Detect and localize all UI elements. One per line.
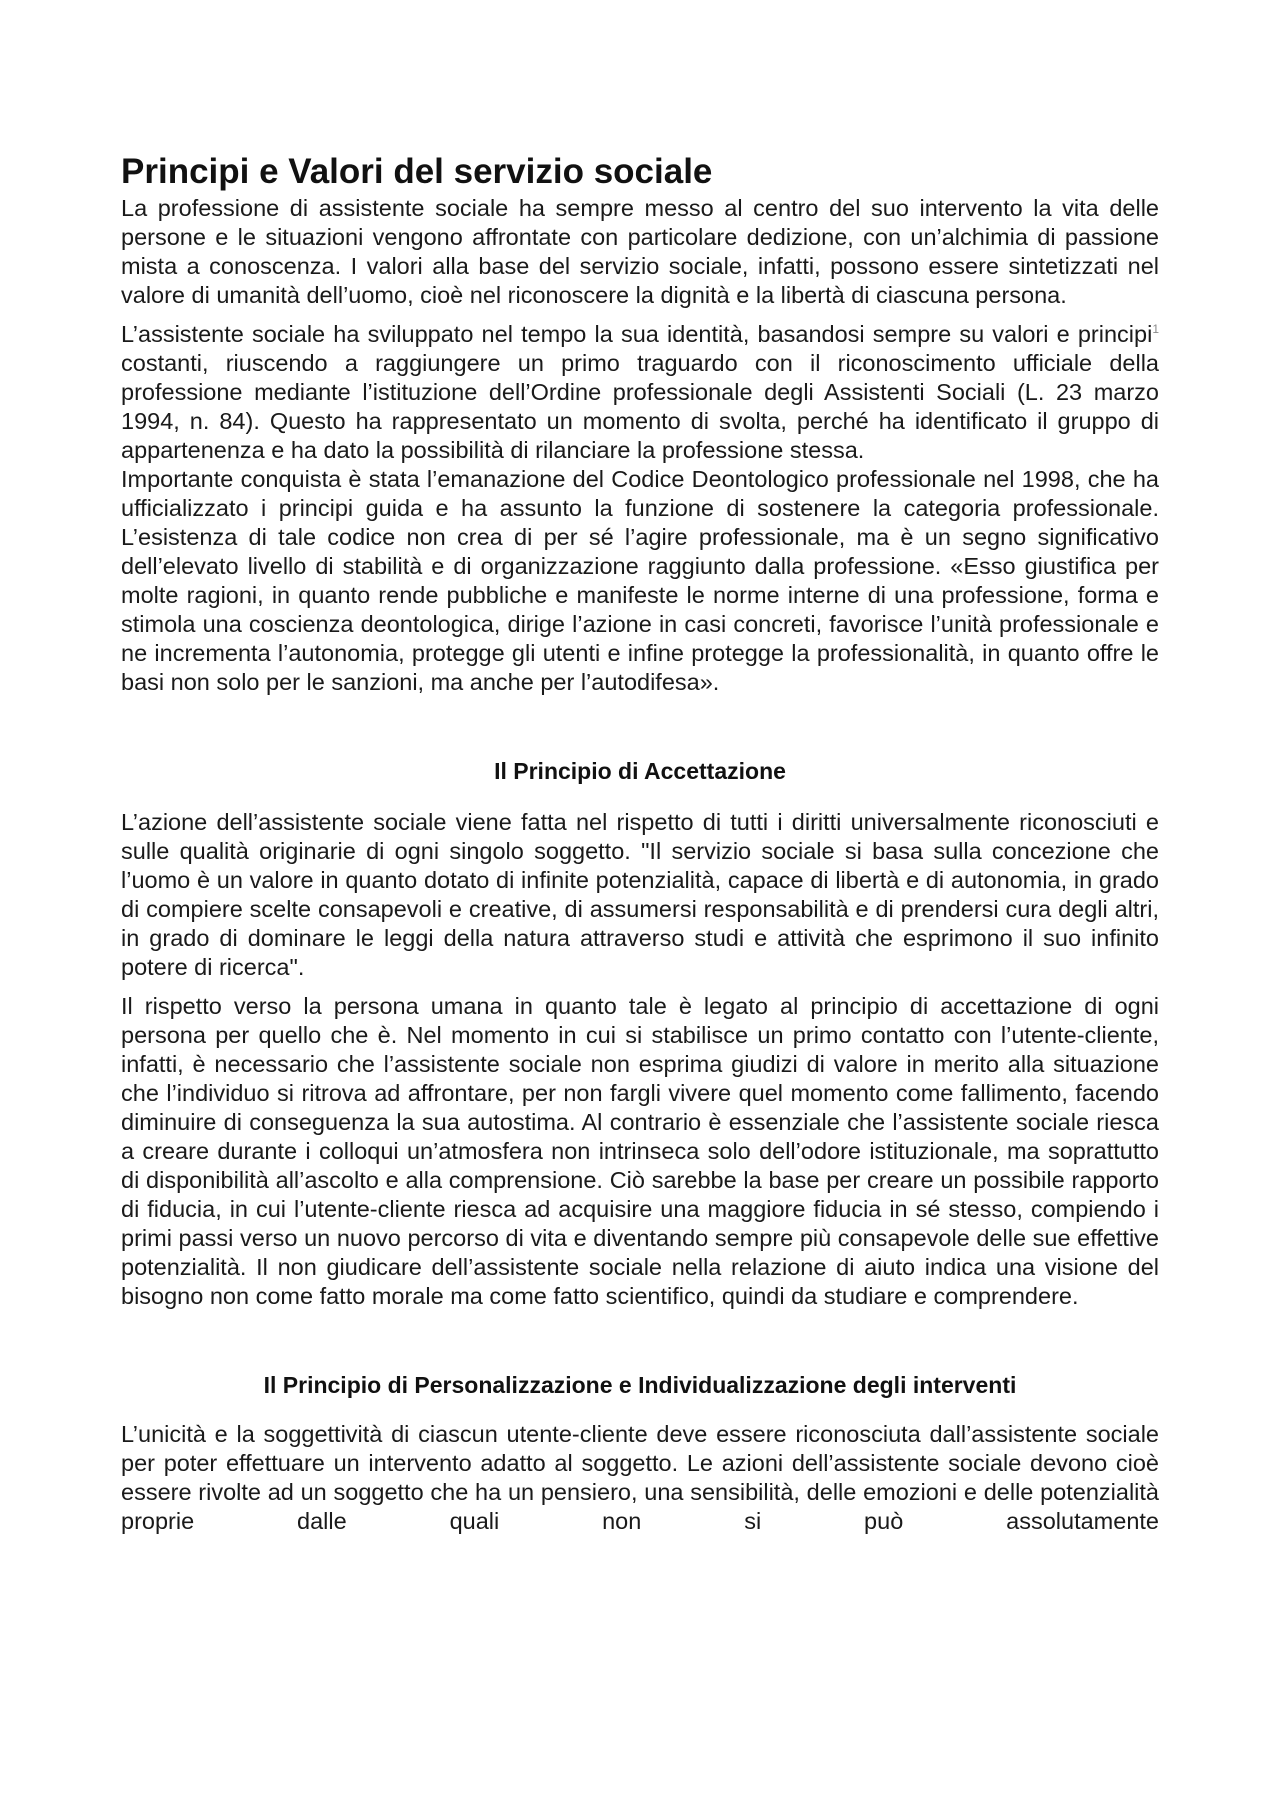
document-title: Principi e Valori del servizio sociale (121, 152, 713, 191)
acceptance-paragraph: L’azione dell’assistente sociale viene fatta nel rispetto di tutti i diritti universalmente riconosciuti e sulle qualità originarie di ogni singolo soggetto. "Il servizio sociale si basa sulla concezione che l’uomo è un valore in quanto dotato di infinite potenzialità, capace di libertà e di autonomia, in grado di compiere scelte consapevoli e creative, di assumersi responsabilità e di prendersi cura degli altri, in grado di dominare le leggi della natura attraverso studi e attività che esprimono il suo infinito potere di ricerca". (121, 809, 1159, 980)
code-paragraph: Importante conquista è stata l’emanazione del Codice Deontologico professionale nel 1998, che ha ufficializzato i principi guida e ha assunto la funzione di sostenere la categoria professionale. L’esistenza di tale codice non crea di per sé l’agire professionale, ma è un segno significativo dell’elevato livello di stabilità e di organizzazione raggiunto dalla professione. «Esso giustifica per molte ragioni, in quanto rende pubbliche e manifeste le norme interne di una professione, forma e stimola una coscienza deontologica, dirige l’azione in casi concreti, favorisce l’unità professionale e ne incrementa l’autonomia, protegge gli utenti e infine protegge la professionalità, in quanto offre le basi non solo per le sanzioni, ma anche per l’autodifesa». (121, 466, 1159, 695)
identity-paragraph (121, 320, 1159, 465)
acceptance-paragraph: Il rispetto verso la persona umana in quanto tale è legato al principio di accettazione di ogni persona per quello che è. Nel momento in cui si stabilisce un primo contatto con l’utente-cliente, infatti, è necessario che l’assistente sociale non esprima giudizi di valore in merito alla situazione che l’individuo si ritrova ad affrontare, per non fargli vivere quel momento come fallimento, facendo diminuire di conseguenza la sua autostima. Al contrario è essenziale che l’assistente sociale riesca a creare durante i colloqui un’atmosfera non intrinseca solo dell’odore istituzionale, ma soprattutto di disponibilità all’ascolto e alla comprensione. Ciò sarebbe la base per creare un possibile rapporto di fiducia, in cui l’utente-cliente riesca ad acquisire una maggiore fiducia in sé stesso, compiendo i primi passi verso un nuovo percorso di vita e diventando sempre più consapevole delle sue effettive potenzialità. Il non giudicare dell’assistente sociale nella relazione di aiuto indica una visione del bisogno non come fatto morale ma come fatto scientifico, quindi da studiare e comprendere. (121, 993, 1159, 1309)
heading-acceptance-principle: Il Principio di Accettazione (494, 758, 786, 784)
document-page (121, 150, 1159, 1536)
identity-paragraph-end: costanti, riuscendo a raggiungere un primo traguardo con il riconoscimento ufficiale della professione mediante l’istituzione dell’Ordine professionale degli Assistenti Sociali (L. 23 marzo 1994, n. 84). Questo ha rappresentato un momento di svolta, perché ha identificato il gruppo di appartenenza e ha dato la possibilità di rilanciare la professione stessa. (121, 350, 1159, 463)
identity-paragraph-start: L’assistente sociale ha sviluppato nel tempo la sua identità, basandosi sempre su valori e principi (121, 321, 1153, 347)
intro-paragraph: La professione di assistente sociale ha sempre messo al centro del suo intervento la vita delle persone e le situazioni vengono affrontate con particolare dedizione, con un’alchimia di passione mista a conoscenza. I valori alla base del servizio sociale, infatti, possono essere sintetizzati nel valore di umanità dell’uomo, cioè nel riconoscere la dignità e la libertà di ciascuna persona. (121, 195, 1159, 308)
footnote-reference[interactable]: 1 (1152, 322, 1159, 337)
personalization-paragraph: L’unicità e la soggettività di ciascun utente-cliente deve essere riconosciuta dall’assistente sociale per poter effettuare un intervento adatto al soggetto. Le azioni dell’assistente sociale devono cioè essere rivolte ad un soggetto che ha un pensiero, una sensibilità, delle emozioni e delle potenzialità proprie dalle quali non si può assolutamente (121, 1421, 1159, 1534)
heading-personalization-principle: Il Principio di Personalizzazione e Individualizzazione degli interventi (263, 1372, 1017, 1398)
